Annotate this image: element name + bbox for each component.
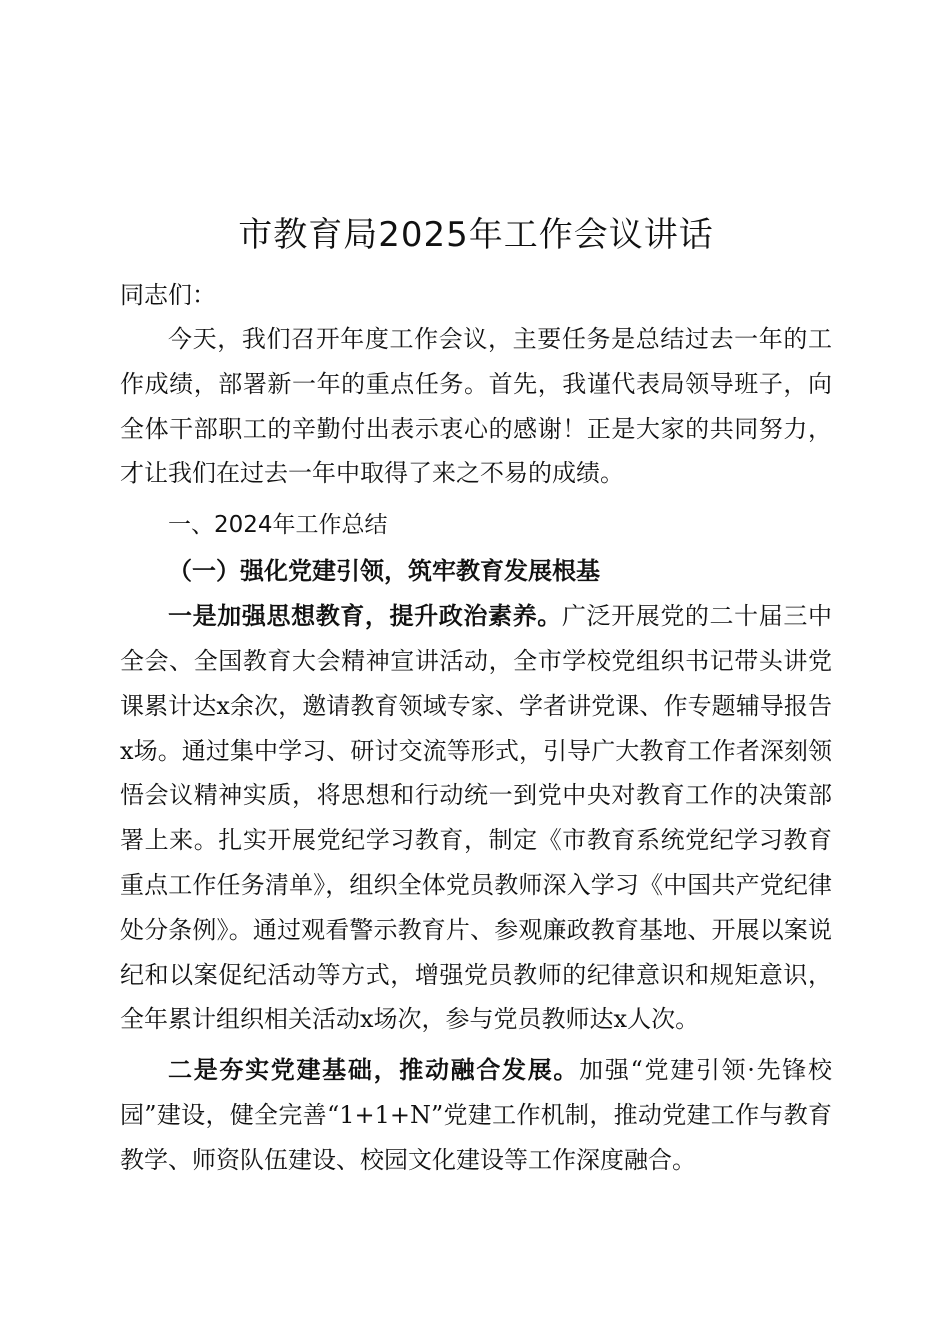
document-title: 市教育局2025年工作会议讲话 [238, 215, 714, 255]
intro-paragraph: 今天，我们召开年度工作会议，主要任务是总结过去一年的工作成绩，部署新一年的重点任务。首先，我谨代表局领导班子，向全体干部职工的辛勤付出表示衷心的感谢！正是大家的共同努力，才让我们在过去一年中取得了来之不易的成绩。 [120, 325, 832, 488]
point-paragraph-2 [120, 1048, 832, 1182]
point-lead-1: 一是加强思想教育，提升政治素养。 [168, 601, 562, 631]
point-paragraph-1 [120, 594, 832, 1042]
subsection-heading-party-building: （一）强化党建引领，筑牢教育发展根基 [168, 556, 600, 586]
salutation: 同志们： [120, 281, 216, 309]
point-body-1: 广泛开展党的二十届三中全会、全国教育大会精神宣讲活动，全市学校党组织书记带头讲党课累计达x余次，邀请教育领域专家、学者讲党课、作专题辅导报告x场。通过集中学习、研讨交流等形式，引导广大教育工作者深刻领悟会议精神实质，将思想和行动统一到党中央对教育工作的决策部署上来。扎实开展党纪学习教育，制定《市教育系统党纪学习教育重点工作任务清单》，组织全体党员教师深入学习《中国共产党纪律处分条例》。通过观看警示教育片、参观廉政教育基地、开展以案说纪和以案促纪活动等方式，增强党员教师的纪律意识和规矩意识，全年累计组织相关活动x场次，参与党员教师达x人次。 [120, 602, 833, 1034]
document-page [120, 205, 832, 1183]
point-body-2: 加强“党建引领·先锋校园”建设，健全完善“1+1+N”党建工作机制，推动党建工作与教育教学、师资队伍建设、校园文化建设等工作深度融合。 [120, 1056, 832, 1174]
section-heading-2024-summary: 一、2024年工作总结 [168, 512, 388, 539]
point-lead-2: 二是夯实党建基础，推动融合发展。 [168, 1055, 580, 1085]
